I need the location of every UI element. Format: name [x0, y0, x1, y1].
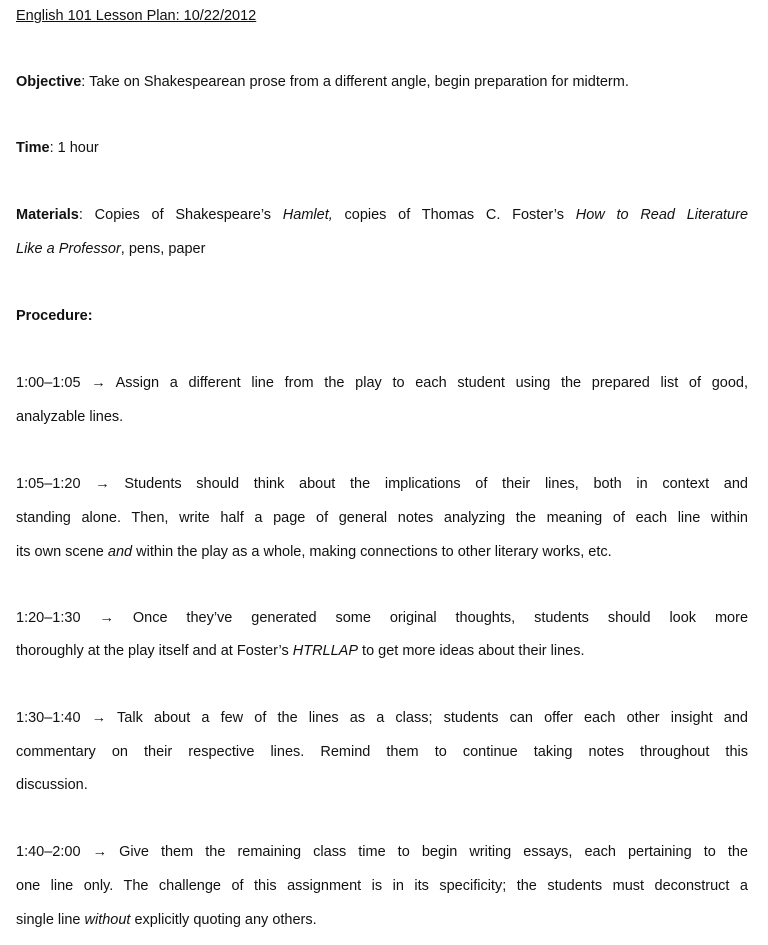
procedure-step-4-line-3: discussion.	[16, 777, 88, 793]
arrow-right-icon: →	[91, 375, 106, 391]
materials-line-2	[16, 239, 205, 259]
procedure-step-1-line-1	[16, 373, 748, 393]
procedure-heading: Procedure:	[16, 308, 93, 324]
step-time: 1:30–1:40	[16, 710, 81, 726]
materials-label: Materials	[16, 207, 79, 223]
procedure-step-5-line-2: one line only. The challenge of this assignment is in its specificity; the students must deconstruct a	[16, 878, 748, 894]
step-text: Give them the remaining class time to begin writing essays, each pertaining to the	[107, 844, 748, 860]
materials-hamlet: Hamlet,	[282, 207, 333, 223]
time-text: : 1 hour	[49, 140, 99, 156]
step-text: Talk about a few of the lines as a class; students can offer each other insight and	[106, 710, 748, 726]
materials-book-title: How to Read Literature	[575, 207, 749, 223]
materials-line-1	[16, 205, 748, 225]
objective-text: : Take on Shakespearean prose from a different angle, begin preparation for midterm.	[81, 74, 629, 90]
step-text: Once they’ve generated some original thoughts, students should look more	[113, 610, 749, 626]
materials-text: , pens, paper	[120, 241, 206, 257]
procedure-label	[16, 306, 93, 326]
arrow-right-icon: →	[92, 844, 108, 860]
procedure-step-5-line-3	[16, 910, 317, 930]
procedure-step-4-line-2: commentary on their respective lines. Remind them to continue taking notes throughout this	[16, 744, 748, 760]
procedure-step-5-line-1	[16, 842, 748, 862]
step-text: to get more ideas about their lines.	[358, 643, 585, 659]
arrow-right-icon: →	[99, 610, 114, 626]
procedure-step-3-line-2	[16, 641, 585, 661]
materials-text: copies of Thomas C. Foster’s	[332, 207, 576, 223]
step-text: within the play as a whole, making connections to other literary works, etc.	[132, 544, 612, 560]
step-time: 1:40–2:00	[16, 844, 81, 860]
step-text: thoroughly at the play itself and at Foster’s	[16, 643, 293, 659]
procedure-step-4-line-1	[16, 708, 748, 728]
procedure-step-2-line-2: standing alone. Then, write half a page of general notes analyzing the meaning of each line within	[16, 510, 748, 526]
arrow-right-icon: →	[95, 476, 110, 492]
step-text: its own scene	[16, 544, 108, 560]
time-line	[16, 138, 99, 158]
step-text: Assign a different line from the play to each student using the prepared list of good,	[105, 375, 748, 391]
step-text: Students should think about the implications of their lines, both in context and	[109, 476, 748, 492]
objective-label: Objective	[16, 74, 82, 90]
step-time: 1:05–1:20	[16, 476, 81, 492]
step-emphasis: HTRLLAP	[292, 643, 359, 659]
step-text: explicitly quoting any others.	[130, 912, 317, 928]
step-emphasis: and	[107, 544, 133, 560]
step-time: 1:20–1:30	[16, 610, 81, 626]
procedure-step-2-line-1	[16, 474, 748, 494]
arrow-right-icon: →	[91, 710, 107, 726]
procedure-step-1-line-2: analyzable lines.	[16, 409, 124, 425]
time-label: Time	[16, 140, 50, 156]
procedure-step-2-line-3	[16, 542, 612, 562]
materials-text: : Copies of Shakespeare’s	[78, 207, 283, 223]
document-title: English 101 Lesson Plan: 10/22/2012	[16, 8, 257, 24]
materials-book-title: Like a Professor	[16, 241, 121, 257]
step-text: single line	[16, 912, 85, 928]
step-time: 1:00–1:05	[16, 375, 81, 391]
objective-line	[16, 72, 629, 92]
step-emphasis: without	[84, 912, 131, 928]
procedure-step-3-line-1	[16, 608, 748, 628]
